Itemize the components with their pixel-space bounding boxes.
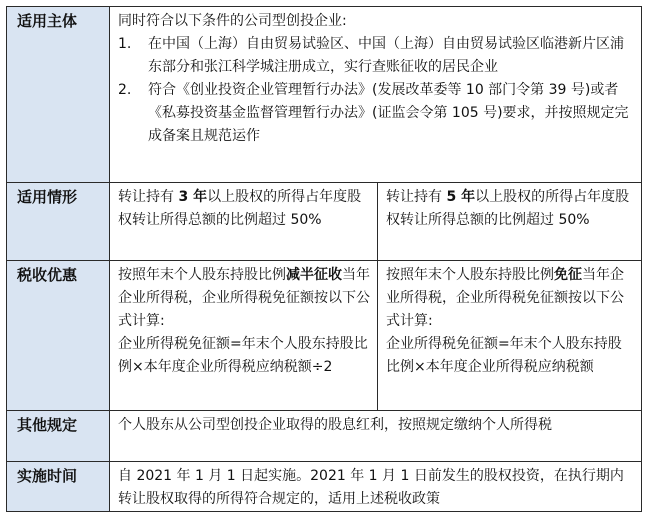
paragraph [386,264,635,333]
table-row [7,261,641,411]
right-cell [378,183,641,260]
bold-text: 减半征收 [286,267,342,283]
text: 以上股权的所得占年度股权转让所得总额的比例超过 50% [386,189,630,228]
row-header: 其他规定 [7,411,110,461]
list-number: 1. [118,36,132,52]
table-row [7,462,641,511]
left-cell [110,183,378,260]
policy-table [6,6,642,512]
row-content: 自 2021 年 1 月 1 日起实施。2021 年 1 月 1 日前发生的股权投资，在执行期内转让股权取得的所得符合规定的，适用上述税收政策 [118,468,624,507]
row-header: 适用情形 [7,183,110,260]
text: 当年企业所得税，企业所得税免征额按以下公式计算: [118,267,370,329]
text: 转让持有 [118,189,179,205]
table-row [7,7,641,183]
text: 按照年末个人股东持股比例 [118,267,286,283]
row-header: 税收优惠 [7,261,110,410]
list-text: 符合《创业投资企业管理暂行办法》(发展改革委等 10 部门令第 39 号)或者《私募投资基金监督管理暂行办法》(证监会令第 105 号)要求，并按照规定完成备案且规范运作 [148,82,629,144]
formula: 企业所得税免征额=年末个人股东持股比例×本年度企业所得税应纳税额 [386,336,622,375]
table-row [7,411,641,462]
right-cell [378,261,641,410]
left-cell [110,261,378,410]
text: 当年企业所得税，企业所得税免征额按以下公式计算: [386,267,624,329]
text: 以上股权的所得占年度股权转让所得总额的比例超过 50% [118,189,362,228]
text: 按照年末个人股东持股比例 [386,267,554,283]
row-header: 实施时间 [7,462,110,511]
row-content: 个人股东从公司型创投企业取得的股息红利，按照规定缴纳个人所得税 [118,417,552,433]
bold-text: 免征 [554,267,582,283]
row-header: 适用主体 [7,7,110,182]
bold-text: 5 年 [446,189,476,205]
paragraph [118,264,371,333]
row-content [110,7,641,182]
list-item [118,33,635,79]
list-number: 2. [118,82,132,98]
table-row [7,183,641,261]
bold-text: 3 年 [178,189,208,205]
list-text: 在中国（上海）自由贸易试验区、中国（上海）自由贸易试验区临港新片区浦东部分和张江科学城注册成立，实行查账征收的居民企业 [148,36,624,75]
list-item [118,79,635,148]
intro-text: 同时符合以下条件的公司型创投企业: [118,13,347,29]
formula: 企业所得税免征额=年末个人股东持股比例×本年度企业所得税应纳税额÷2 [118,336,368,375]
text: 转让持有 [386,189,447,205]
